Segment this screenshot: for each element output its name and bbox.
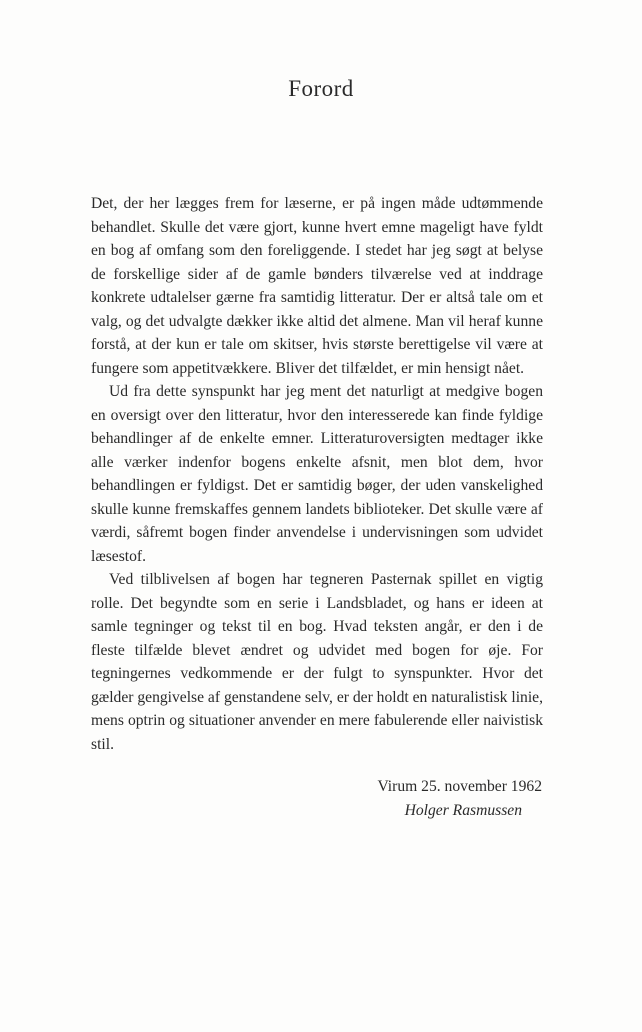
page-title: Forord bbox=[288, 76, 354, 101]
paragraph-1: Det, der her lægges frem for læserne, er på ingen måde udtømmende behandlet. Skulle det være gjort, kunne hvert emne mageligt have fyldt en bog af omfang som den foreliggende. I stedet har jeg søgt at belyse de forskellige sider af de gamle bønders tilværelse ved at inddrage konkrete udtalelser gærne fra samtidig litteratur. Der er altså tale om et valg, og det udvalgte dækker ikke altid det almene. Man vil heraf kunne forstå, at der kun er tale om skitser, hvis største berettigelse vil være at fungere som appetitvækkere. Bliver det tilfældet, er min hensigt nået. bbox=[91, 195, 543, 377]
paragraph-3: Ved tilblivelsen af bogen har tegneren Pasternak spillet en vigtig rolle. Det begyndte som en serie i Landsbladet, og hans er ideen at samle tegninger og tekst til en bog. Hvad teksten angår, er den i de fleste tilfælde blevet ændret og udvidet med bogen for øje. For tegningernes vedkommende er der fulgt to synspunkter. Hvor det gælder gengivelse af genstandene selv, er der holdt en naturalistisk linie, mens optrin og situationer anvender en mere fabulerende eller naivistisk stil. bbox=[91, 571, 543, 753]
signature-name: Holger Rasmussen bbox=[404, 801, 522, 819]
paragraph-2: Ud fra dette synspunkt har jeg ment det naturligt at medgive bogen en oversigt over den litteratur, hvor den interesserede kan finde fyldige behandlinger af de enkelte emner. Litteraturoversigten medtager ikke alle værker indenfor bogens enkelte afsnit, men blot dem, hvor behandlingen er fyldigst. Det er samtidig bøger, der uden vanskelighed skulle kunne fremskaffes gennem landets biblioteker. Det skulle være af værdi, såfremt bogen finder anvendelse i undervisningen som udvidet læsestof. bbox=[91, 383, 543, 565]
signature-date: Virum 25. november 1962 bbox=[377, 778, 542, 795]
signature-block bbox=[282, 775, 542, 822]
preface-body bbox=[91, 192, 543, 756]
